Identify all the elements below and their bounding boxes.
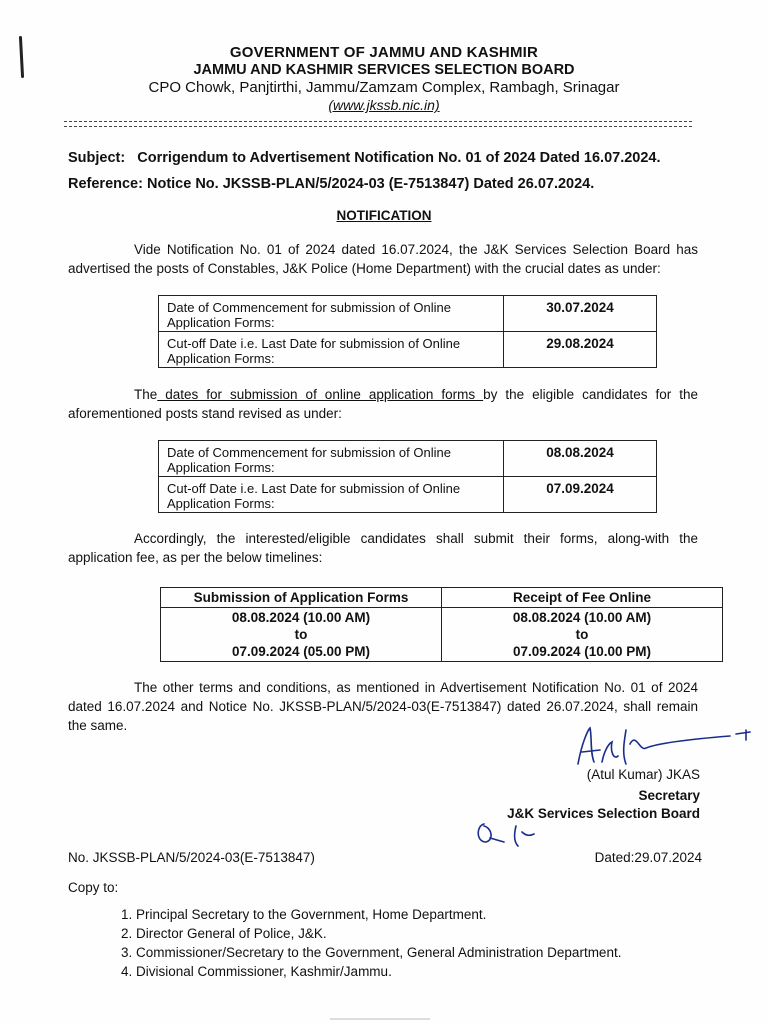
table-header-row	[161, 588, 723, 608]
revised-dates-table	[158, 440, 657, 513]
signature-image	[560, 722, 760, 772]
header-address: CPO Chowk, Panjtirthi, Jammu/Zamzam Complex, Rambagh, Srinagar	[148, 79, 620, 96]
original-cutoff-value: 29.08.2024	[504, 332, 657, 368]
table-row	[159, 296, 657, 332]
table-row	[159, 477, 657, 513]
header-board: JAMMU AND KASHMIR SERVICES SELECTION BOARD	[193, 62, 575, 78]
notification-title: NOTIFICATION	[336, 208, 432, 223]
signatory-organization: J&K Services Selection Board	[507, 806, 700, 821]
original-dates-table	[158, 295, 657, 368]
paragraph-2	[68, 385, 698, 423]
list-item: 1. Principal Secretary to the Government, Home Department.	[136, 905, 621, 924]
paragraph-3	[68, 529, 698, 567]
fee-to: 07.09.2024 (10.00 PM)	[512, 644, 652, 659]
revised-cutoff-label: Cut-off Date i.e. Last Date for submission of Online Application Forms:	[159, 477, 504, 513]
header-website-link[interactable]: (www.jkssb.nic.in)	[328, 97, 440, 113]
table-row	[159, 332, 657, 368]
copy-to-list	[108, 905, 621, 981]
revised-commencement-value: 08.08.2024	[504, 441, 657, 477]
initials-image	[470, 812, 560, 852]
subject-text: Corrigendum to Advertisement Notification No. 01 of 2024 Dated 16.07.2024.	[137, 150, 661, 166]
table-row	[159, 441, 657, 477]
page-bottom-mark	[330, 1018, 430, 1020]
header-divider	[64, 121, 692, 122]
copy-to-label: Copy to:	[68, 880, 119, 895]
forms-to: 07.09.2024 (05.00 PM)	[231, 644, 371, 659]
paragraph-4-text: The other terms and conditions, as mentioned in Advertisement Notification No. 01 of 2024 dated 16.07.2024 and Notice No. JKSSB-PLAN/5/2024-03(E-7513847) dated 26.07.2024, shall remain the same.	[68, 680, 698, 733]
reference-label: Reference:	[68, 176, 143, 192]
header-government: GOVERNMENT OF JAMMU AND KASHMIR	[229, 44, 539, 61]
reference-line	[68, 176, 594, 192]
list-item: 3. Commissioner/Secretary to the Government, General Administration Department.	[136, 943, 621, 962]
signatory-designation: Secretary	[638, 788, 700, 803]
timeline-fee-cell	[442, 608, 723, 662]
subject-label: Subject:	[68, 150, 126, 166]
subject-line	[68, 150, 661, 166]
original-cutoff-label: Cut-off Date i.e. Last Date for submission of Online Application Forms:	[159, 332, 504, 368]
original-commencement-label: Date of Commencement for submission of Online Application Forms:	[159, 296, 504, 332]
signatory-name: (Atul Kumar) JKAS	[586, 767, 700, 782]
paragraph-2-post: by the eligible candidates for the aforementioned posts stand revised as under:	[68, 387, 698, 421]
timeline-table	[160, 587, 723, 662]
document-date: Dated:29.07.2024	[594, 850, 702, 865]
timeline-header-forms: Submission of Application Forms	[161, 588, 442, 608]
list-item: 2. Director General of Police, J&K.	[136, 924, 621, 943]
header-divider-2	[64, 126, 692, 127]
list-item: 4. Divisional Commissioner, Kashmir/Jammu.	[136, 962, 621, 981]
reference-text: Notice No. JKSSB-PLAN/5/2024-03 (E-7513847) Dated 26.07.2024.	[146, 176, 595, 192]
paragraph-3-text: Accordingly, the interested/eligible candidates shall submit their forms, along-with the application fee, as per the below timelines:	[68, 531, 698, 565]
paragraph-2-pre: The	[134, 387, 158, 402]
original-commencement-value: 30.07.2024	[504, 296, 657, 332]
document-number: No. JKSSB-PLAN/5/2024-03(E-7513847)	[68, 850, 315, 865]
paragraph-2-underlined: dates for submission of online application forms	[157, 387, 484, 402]
paragraph-1	[68, 240, 698, 278]
forms-to-word: to	[294, 627, 308, 642]
timeline-forms-cell	[161, 608, 442, 662]
fee-from: 08.08.2024 (10.00 AM)	[512, 610, 652, 625]
forms-from: 08.08.2024 (10.00 AM)	[231, 610, 371, 625]
fee-to-word: to	[575, 627, 589, 642]
revised-commencement-label: Date of Commencement for submission of Online Application Forms:	[159, 441, 504, 477]
revised-cutoff-value: 07.09.2024	[504, 477, 657, 513]
paragraph-1-text: Vide Notification No. 01 of 2024 dated 16.07.2024, the J&K Services Selection Board has advertised the posts of Constables, J&K Police (Home Department) with the crucial dates as under:	[68, 242, 698, 276]
timeline-header-fee: Receipt of Fee Online	[442, 588, 723, 608]
table-row	[161, 608, 723, 662]
